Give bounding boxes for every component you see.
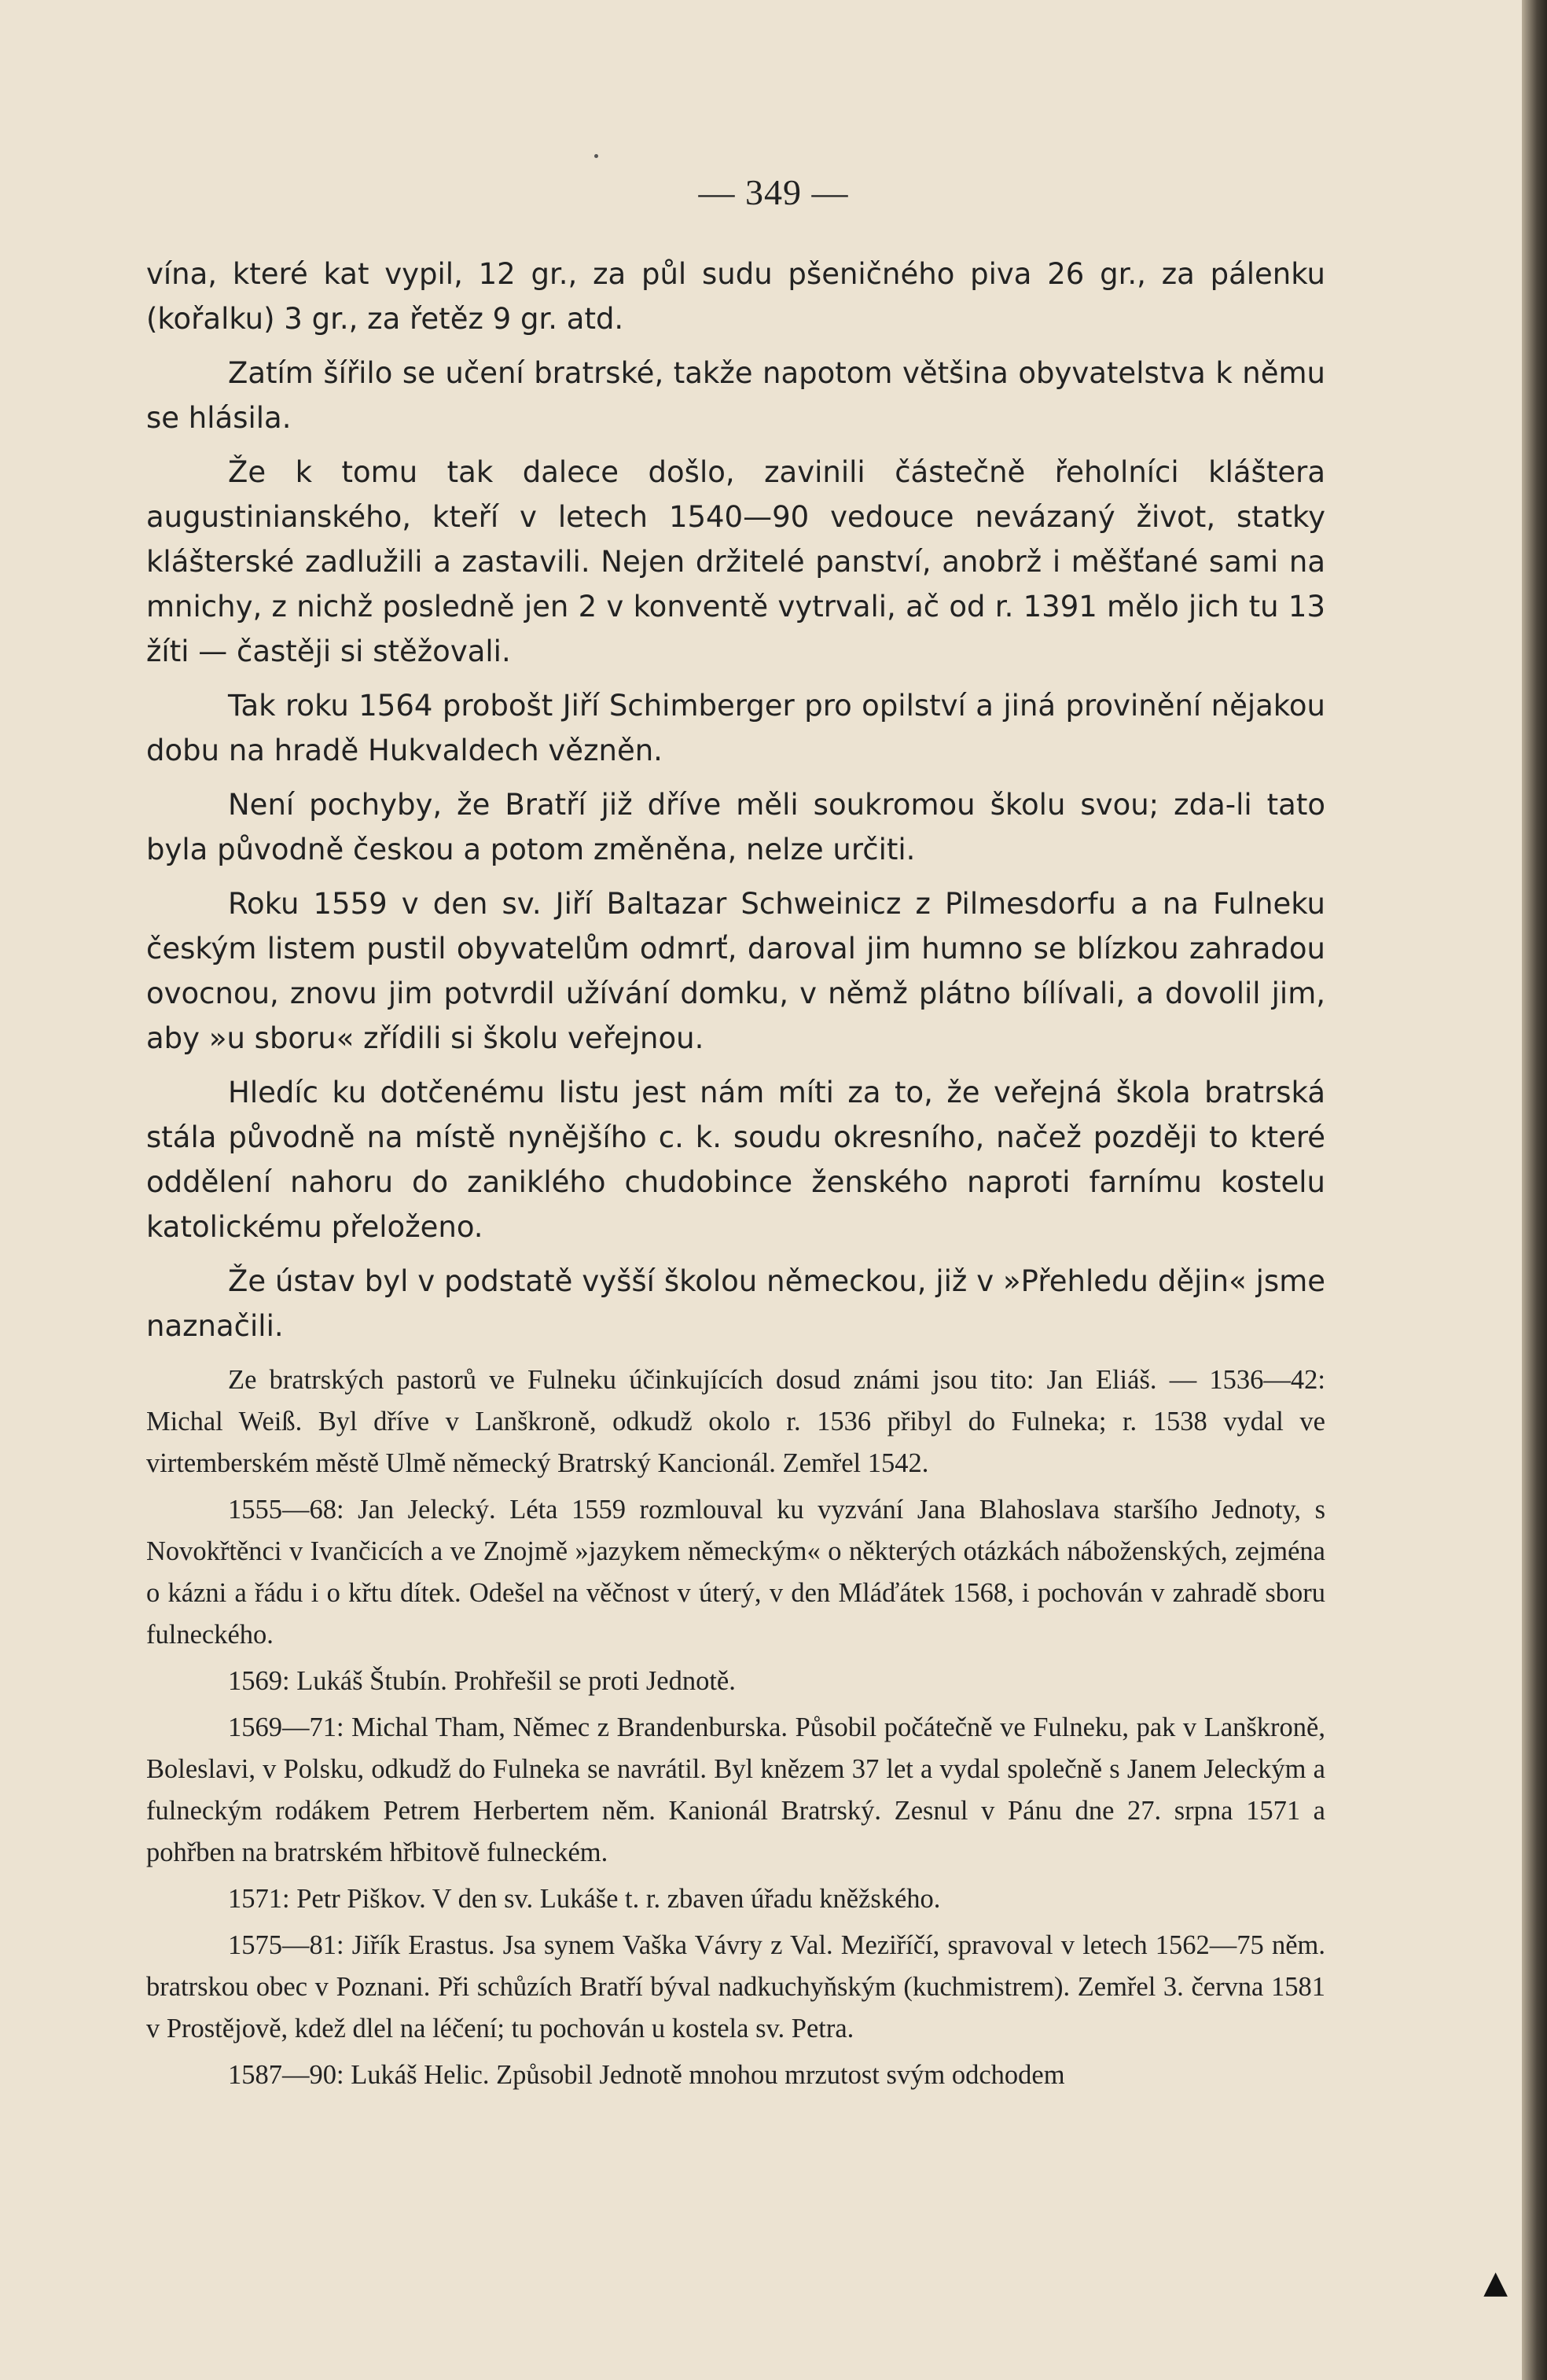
paragraph: vína, které kat vypil, 12 gr., za půl sudu pšeničného piva 26 gr., za pálenku (kořalku) 3 gr., za řetěz 9 gr. atd. [146, 257, 1325, 336]
pastor-note: Ze bratrských pastorů ve Fulneku účinkujících dosud známi jsou tito: Jan Eliáš. — 1536—42: Michal Weiß. Byl dříve v Lanškroně, odkudž okolo r. 1536 přibyl do Fulneka; r. 1538 vydal ve virtemberském městě Ulmě německý Bratrský Kancionál. Zemřel 1542. [146, 1365, 1325, 1478]
pastor-note: 1569—71: Michal Tham, Němec z Brandenburska. Působil počátečně ve Fulneku, pak v Lanškroně, Boleslavi, v Polsku, odkudž do Fulneka se navrátil. Byl knězem 37 let a vydal společně s Janem Jeleckým a fulneckým rodákem Petrem Herbertem něm. Kanionál Bratrský. Zesnul v Pánu dne 27. srpna 1571 a pohřben na bratrském hřbitově fulneckém. [146, 1712, 1325, 1867]
pastor-note: 1571: Petr Piškov. V den sv. Lukáše t. r. zbaven úřadu kněžského. [228, 1884, 941, 1914]
paragraph: Tak roku 1564 probošt Jiří Schimberger pro opilství a jiná provinění nějakou dobu na hradě Hukvaldech vězněn. [146, 689, 1325, 767]
page-text [146, 252, 1325, 2101]
ink-speck [594, 154, 598, 158]
page-number: — 349 — [698, 172, 849, 212]
paragraph: Roku 1559 v den sv. Jiří Baltazar Schweinicz z Pilmesdorfu a na Fulneku českým listem pustil obyvatelům odmrť, daroval jim humno se blízkou zahradou ovocnou, znovu jim potvrdil užívání domku, v němž plátno bílívali, a dovolil jim, aby »u sboru« zřídili si školu veřejnou. [146, 887, 1325, 1055]
pastor-note: 1587—90: Lukáš Helic. Způsobil Jednotě mnohou mrzutost svým odchodem [228, 2060, 1065, 2090]
page-edge [1522, 0, 1547, 2380]
paragraph: Hledíc ku dotčenému listu jest nám míti za to, že veřejná škola bratrská stála původně na místě nynějšího c. k. soudu okresního, načež později to které oddělení nahoru do zaniklého chudobince ženského naproti farnímu kostelu katolickému přeloženo. [146, 1076, 1325, 1244]
pastor-note: 1575—81: Jiřík Erastus. Jsa synem Vaška Vávry z Val. Meziříčí, spravoval v letech 1562—75 něm. bratrskou obec v Poznani. Při schůzích Bratří býval nadkuchyňským (kuchmistrem). Zemřel 3. června 1581 v Prostějově, kdež dlel na léčení; tu pochován u kostela sv. Petra. [146, 1930, 1325, 2043]
paragraph: Zatím šířilo se učení bratrské, takže napotom většina obyvatelstva k němu se hlásila. [146, 356, 1325, 435]
pastor-note: 1555—68: Jan Jelecký. Léta 1559 rozmlouval ku vyzvání Jana Blahoslava staršího Jednoty, s Novokřtěnci v Ivančicích a ve Znojmě »jazykem německým« o některých otázkách náboženských, zejména o kázni a řádu i o křtu dítek. Odešel na věčnost v úterý, v den Mláďátek 1568, i pochován v zahradě sboru fulneckého. [146, 1495, 1325, 1650]
paragraph: Není pochyby, že Bratří již dříve měli soukromou školu svou; zda-li tato byla původně českou a potom změněna, nelze určiti. [146, 788, 1325, 866]
paragraph: Že k tomu tak dalece došlo, zavinili částečně řeholníci kláštera augustinianského, kteří v letech 1540—90 vedouce nevázaný život, statky klášterské zadlužili a zastavili. Nejen držitelé panství, anobrž i měšťané sami na mnichy, z nichž posledně jen 2 v konventě vytrvali, ač od r. 1391 mělo jich tu 13 žíti — častěji si stěžovali. [146, 455, 1325, 668]
pastor-note: 1569: Lukáš Štubín. Prohřešil se proti Jednotě. [228, 1666, 736, 1696]
paragraph: Že ústav byl v podstatě vyšší školou německou, již v »Přehledu dějin« jsme naznačili. [146, 1264, 1325, 1343]
edge-mark-icon: ▲ [1483, 2264, 1508, 2301]
